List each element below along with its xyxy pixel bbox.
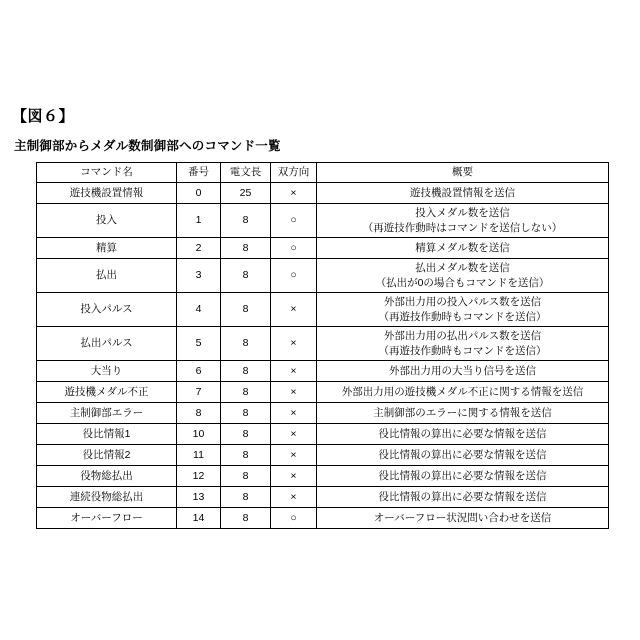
table-head [37,163,609,183]
cell-message-length: 8 [221,327,271,361]
cell-bidirectional: × [271,382,317,403]
cell-bidirectional: × [271,361,317,382]
overview-line-1: 投入メダル数を送信 [415,207,510,220]
table-row [37,259,609,293]
cell-bidirectional: × [271,327,317,361]
header-number: 番号 [177,163,221,183]
figure-label: 【図６】 [12,108,75,125]
cell-overview [317,382,609,403]
cell-message-length: 8 [221,361,271,382]
cell-number: 6 [177,361,221,382]
cell-overview [317,361,609,382]
header-bidirectional: 双方向 [271,163,317,183]
overview-line-1: 精算メダル数を送信 [415,241,510,254]
cell-bidirectional: ○ [271,508,317,529]
cell-bidirectional: × [271,445,317,466]
table-row [37,293,609,327]
table-body [37,183,609,529]
cell-message-length: 8 [221,508,271,529]
cell-command-name: 精算 [37,238,177,259]
cell-message-length: 8 [221,259,271,293]
cell-number: 8 [177,403,221,424]
cell-number: 7 [177,382,221,403]
overview-line-1: 役比情報の算出に必要な情報を送信 [378,448,547,461]
overview-line-1: 遊技機設置情報を送信 [410,186,515,199]
overview-line-2: （払出が0の場合もコマンドを送信） [375,276,550,289]
overview-line-1: 役比情報の算出に必要な情報を送信 [378,469,547,482]
cell-overview [317,183,609,204]
cell-message-length: 8 [221,424,271,445]
overview-line-2: （再遊技作動時はコマンドを送信しない） [362,221,563,234]
cell-bidirectional: ○ [271,259,317,293]
cell-message-length: 8 [221,204,271,238]
cell-overview [317,403,609,424]
cell-number: 11 [177,445,221,466]
cell-message-length: 8 [221,445,271,466]
cell-command-name: 遊技機メダル不正 [37,382,177,403]
header-command-name: コマンド名 [37,163,177,183]
table-header-row [37,163,609,183]
table-row [37,424,609,445]
cell-bidirectional: × [271,487,317,508]
cell-command-name: 主制御部エラー [37,403,177,424]
cell-bidirectional: × [271,403,317,424]
table-row [37,466,609,487]
cell-number: 12 [177,466,221,487]
cell-number: 1 [177,204,221,238]
cell-number: 13 [177,487,221,508]
cell-bidirectional: ○ [271,238,317,259]
cell-number: 0 [177,183,221,204]
cell-command-name: 投入 [37,204,177,238]
overview-line-1: 主制御部のエラーに関する情報を送信 [373,406,552,419]
table-row [37,238,609,259]
header-message-length: 電文長 [221,163,271,183]
table-row [37,361,609,382]
cell-overview [317,424,609,445]
table-row [37,204,609,238]
cell-number: 2 [177,238,221,259]
table-row [37,403,609,424]
overview-line-1: 外部出力用の大当り信号を送信 [389,364,536,377]
cell-command-name: 連続役物総払出 [37,487,177,508]
cell-bidirectional: ○ [271,204,317,238]
command-table [36,162,609,529]
header-overview: 概要 [317,163,609,183]
cell-message-length: 8 [221,487,271,508]
cell-command-name: 役物総払出 [37,466,177,487]
cell-message-length: 8 [221,403,271,424]
cell-overview [317,204,609,238]
cell-number: 4 [177,293,221,327]
cell-bidirectional: × [271,293,317,327]
cell-command-name: オーバーフロー [37,508,177,529]
cell-command-name: 大当り [37,361,177,382]
overview-line-1: 払出メダル数を送信 [415,262,510,275]
cell-overview [317,487,609,508]
cell-message-length: 8 [221,466,271,487]
figure-caption: 主制御部からメダル数制御部へのコマンド一覧 [14,139,281,153]
cell-command-name: 役比情報2 [37,445,177,466]
command-table-wrapper [36,162,608,529]
cell-number: 10 [177,424,221,445]
cell-bidirectional: × [271,424,317,445]
cell-overview [317,445,609,466]
overview-line-1: 外部出力用の払出パルス数を送信 [383,330,542,343]
cell-overview [317,259,609,293]
cell-command-name: 払出パルス [37,327,177,361]
overview-line-1: 外部出力用の投入パルス数を送信 [383,296,542,309]
table-row [37,508,609,529]
overview-line-1: 外部出力用の遊技機メダル不正に関する情報を送信 [341,385,584,398]
cell-command-name: 払出 [37,259,177,293]
cell-overview [317,238,609,259]
overview-line-1: 役比情報の算出に必要な情報を送信 [378,427,547,440]
table-row [37,445,609,466]
cell-message-length: 8 [221,238,271,259]
overview-line-2: （再遊技作動時もコマンドを送信） [378,310,547,323]
cell-bidirectional: × [271,183,317,204]
cell-overview [317,293,609,327]
cell-number: 5 [177,327,221,361]
overview-line-2: （再遊技作動時もコマンドを送信） [378,344,547,357]
cell-overview [317,508,609,529]
cell-overview [317,466,609,487]
table-row [37,183,609,204]
cell-number: 14 [177,508,221,529]
cell-command-name: 投入パルス [37,293,177,327]
table-row [37,327,609,361]
table-row [37,487,609,508]
table-row [37,382,609,403]
cell-message-length: 25 [221,183,271,204]
overview-line-1: 役比情報の算出に必要な情報を送信 [378,490,547,503]
cell-command-name: 役比情報1 [37,424,177,445]
cell-bidirectional: × [271,466,317,487]
cell-command-name: 遊技機設置情報 [37,183,177,204]
cell-message-length: 8 [221,293,271,327]
cell-number: 3 [177,259,221,293]
overview-line-1: オーバーフロー状況問い合わせを送信 [373,511,552,524]
cell-overview [317,327,609,361]
cell-message-length: 8 [221,382,271,403]
